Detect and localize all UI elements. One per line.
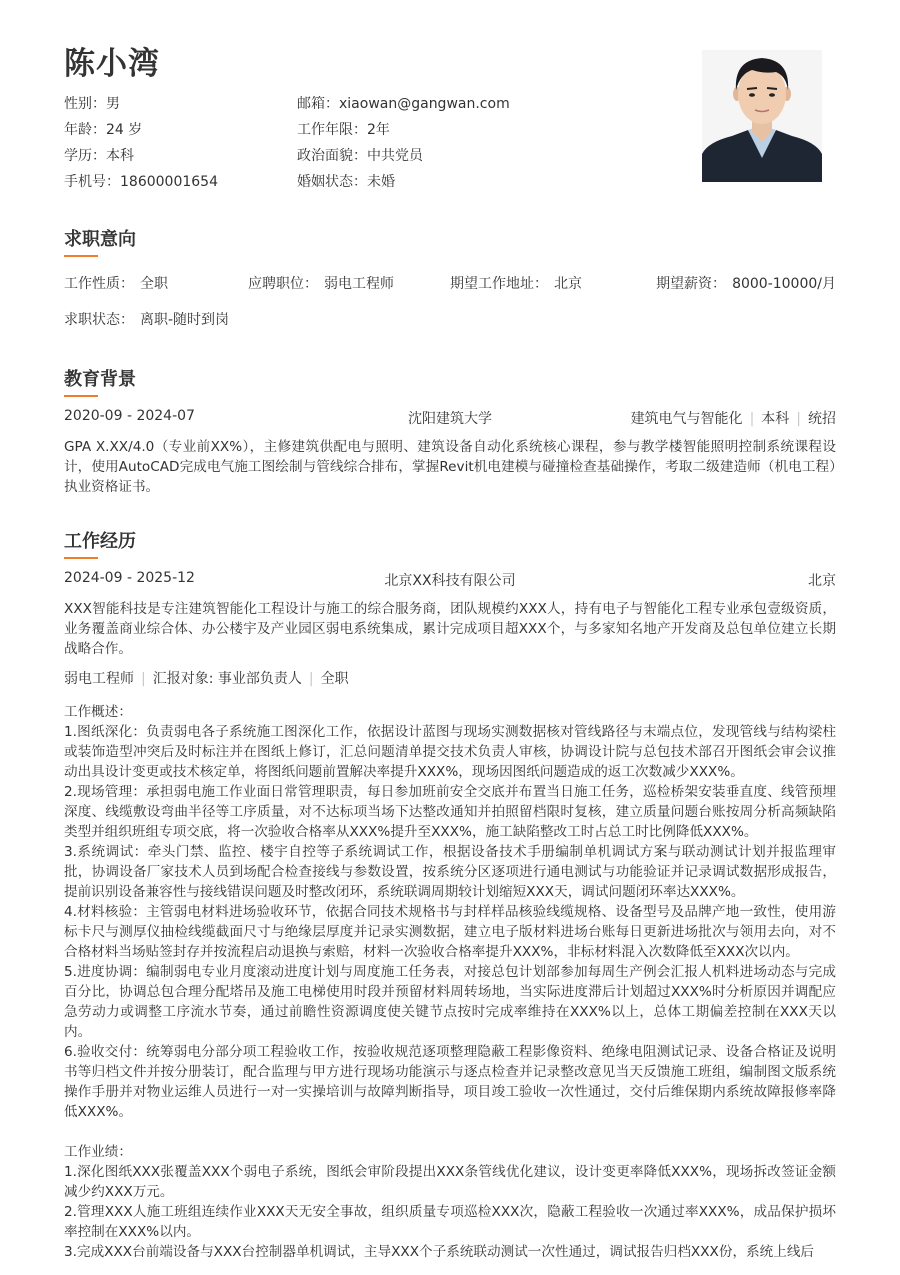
gender-field: 性别：男 [64, 96, 120, 112]
overview-item: 3.系统调试：牵头门禁、监控、楼宇自控等子系统调试工作，根据设备技术手册编制单机调试方案与联动测试计划并报监理审批，协调设备厂家技术人员到场配合检查接线与参数设置，按系统分区逐项进行通电测试与功能验证并记录调试数据形成报告，提前识别设备兼容性与接线错误问题及时整改闭环，系统联调周期较计划缩短XXX天，调试问题闭环率达XXX%。 [64, 844, 836, 900]
education-meta [631, 408, 836, 428]
enrollment-type: 统招 [808, 411, 836, 427]
info-row [64, 94, 624, 120]
overview-item: 5.进度协调：编制弱电专业月度滚动进度计划与周度施工任务表，对接总包计划部参加每周生产例会汇报人机料进场动态与完成百分比，协调总包合理分配塔吊及施工电梯使用时段并预留材料周转场地，当实际进度滞后计划超过XXX%时分析原因并调配应急劳动力或调整工序流水节奏，通过前瞻性资源调度使关键节点按时完成率维持在XXX%以上，总体工期偏差控制在XXX天以内。 [64, 964, 836, 1040]
expected-location-field: 期望工作地址： 北京 [450, 276, 582, 292]
intent-section-title: 求职意向 [64, 229, 136, 250]
work-city: 北京 [808, 573, 836, 589]
separator: | [308, 671, 314, 687]
work-header [64, 570, 836, 590]
achievements-title: 工作业绩： [64, 1144, 132, 1160]
separator: | [796, 411, 801, 427]
expected-salary-field: 期望薪资： 8000-10000/月 [656, 276, 836, 292]
degree: 本科 [761, 411, 790, 427]
intent-row [64, 273, 836, 293]
education-header [64, 408, 836, 428]
overview-item: 6.验收交付：统筹弱电分部分项工程验收工作，按验收规范逐项整理隐蔽工程影像资料、绝缘电阻测试记录、设备合格证及说明书等归档文件并按分册装订，配合监理与甲方进行现场功能演示与逐点检查并记录整改意见当天反馈施工班组，编制图文版系统操作手册并对物业运维人员进行一对一实操培训与故障判断指导，项目竣工验收一次性通过，交付后维保期内系统故障报修率降低XXX%。 [64, 1044, 836, 1120]
overview-item: 2.现场管理：承担弱电施工作业面日常管理职责，每日参加班前安全交底并布置当日施工任务，巡检桥架安装垂直度、线管预埋深度、线缆敷设弯曲半径等工序质量，对不达标项当场下达整改通知并拍照留档限时复核，建立质量问题台账按周分析高频缺陷类型并组织班组专项交底，将一次验收合格率从XXX%提升至XXX%，施工缺陷整改工时占总工时比例降低XXX%。 [64, 784, 836, 840]
section-accent [64, 395, 98, 397]
job-role: 弱电工程师 [64, 671, 134, 687]
overview-title: 工作概述： [64, 704, 132, 720]
report-to: 汇报对象: 事业部负责人 [152, 671, 302, 687]
education-description: GPA X.XX/4.0（专业前XX%），主修建筑供配电与照明、建筑设备自动化系统核心课程，参与教学楼智能照明控制系统课程设计，使用AutoCAD完成电气施工图绘制与管线综合排布，掌握Revit机电建模与碰撞检查基础操作，考取二级建造师（机电工程）执业资格证书。 [64, 439, 836, 495]
achievement-item: 2.管理XXX人施工班组连续作业XXX天无安全事故，组织质量专项巡检XXX次，隐蔽工程验收一次通过率XXX%，成品保护损坏率控制在XXX%以内。 [64, 1204, 836, 1240]
candidate-name: 陈小湾 [64, 46, 160, 82]
education-level-field: 学历：本科 [64, 148, 134, 164]
achievement-item: 3.完成XXX台前端设备与XXX台控制器单机调试，主导XXX个子系统联动测试一次性通过，调试报告归档XXX份，系统上线后 [64, 1244, 815, 1260]
spacer [64, 1122, 836, 1142]
separator: | [141, 671, 146, 687]
overview-item: 4.材料核验：主管弱电材料进场验收环节，依据合同技术规格书与封样样品核验线缆规格、设备型号及品牌产地一致性，使用游标卡尺与测厚仪抽检线缆截面尺寸与绝缘层厚度并记录实测数据，建立电子版材料进场台账每日更新进场批次与领用去向，对不合格材料当场贴签封存并按流程启动退换与索赔，材料一次验收合格率提升XXX%，非标材料混入次数降低至XXX次以内。 [64, 904, 836, 960]
education-section-title: 教育背景 [64, 369, 136, 390]
intent-row [64, 309, 836, 329]
achievement-item: 1.深化图纸XXX张覆盖XXX个弱电子系统，图纸会审阶段提出XXX条管线优化建议，设计变更率降低XXX%，现场拆改签证金额减少约XXX万元。 [64, 1164, 836, 1200]
work-section-title: 工作经历 [64, 531, 136, 552]
email-field: 邮箱：xiaowan@gangwan.com [297, 96, 510, 112]
overview-item: 1.图纸深化：负责弱电各子系统施工图深化工作，依据设计蓝图与现场实测数据核对管线路径与末端点位，发现管线与结构梁柱或装饰造型冲突后及时标注并在图纸上修订，汇总问题清单提交技术负责人审核，协调设计院与总包技术部召开图纸会审会议推动出具设计变更或技术核定单，将图纸问题前置解决率提升XXX%，现场因图纸问题造成的返工次数减少XXX%。 [64, 724, 836, 780]
job-status-field: 求职状态： 离职-随时到岗 [64, 312, 230, 328]
education-period: 2020-09 - 2024-07 [64, 408, 195, 424]
company-name: 北京XX科技有限公司 [384, 573, 516, 589]
job-type: 全职 [320, 671, 349, 687]
age-field: 年龄：24 岁 [64, 122, 143, 138]
separator: | [749, 411, 755, 427]
political-status-field: 政治面貌：中共党员 [297, 148, 423, 164]
phone-field: 手机号：18600001654 [64, 174, 218, 190]
basic-info [64, 94, 624, 198]
company-intro: XXX智能科技是专注建筑智能化工程设计与施工的综合服务商，团队规模约XXX人，持有电子与智能化工程专业承包壹级资质，业务覆盖商业综合体、办公楼宇及产业园区弱电系统集成，累计完成项目超XXX个，与多家知名地产开发商及总包单位建立长期战略合作。 [64, 601, 836, 657]
applied-position-field: 应聘职位： 弱电工程师 [248, 276, 394, 292]
section-accent [64, 557, 98, 559]
position-tags [64, 668, 349, 688]
work-period: 2024-09 - 2025-12 [64, 570, 195, 586]
job-type-field: 工作性质： 全职 [64, 276, 168, 292]
marital-status-field: 婚姻状态：未婚 [297, 174, 395, 190]
school-name: 沈阳建筑大学 [408, 411, 492, 427]
major: 建筑电气与智能化 [630, 411, 743, 427]
portrait-photo [702, 50, 822, 182]
info-row [64, 172, 624, 198]
work-details [64, 702, 836, 1262]
info-row [64, 120, 624, 146]
info-row [64, 146, 624, 172]
work-years-field: 工作年限：2年 [297, 122, 390, 138]
section-accent [64, 255, 98, 257]
portrait-icon [702, 50, 822, 182]
